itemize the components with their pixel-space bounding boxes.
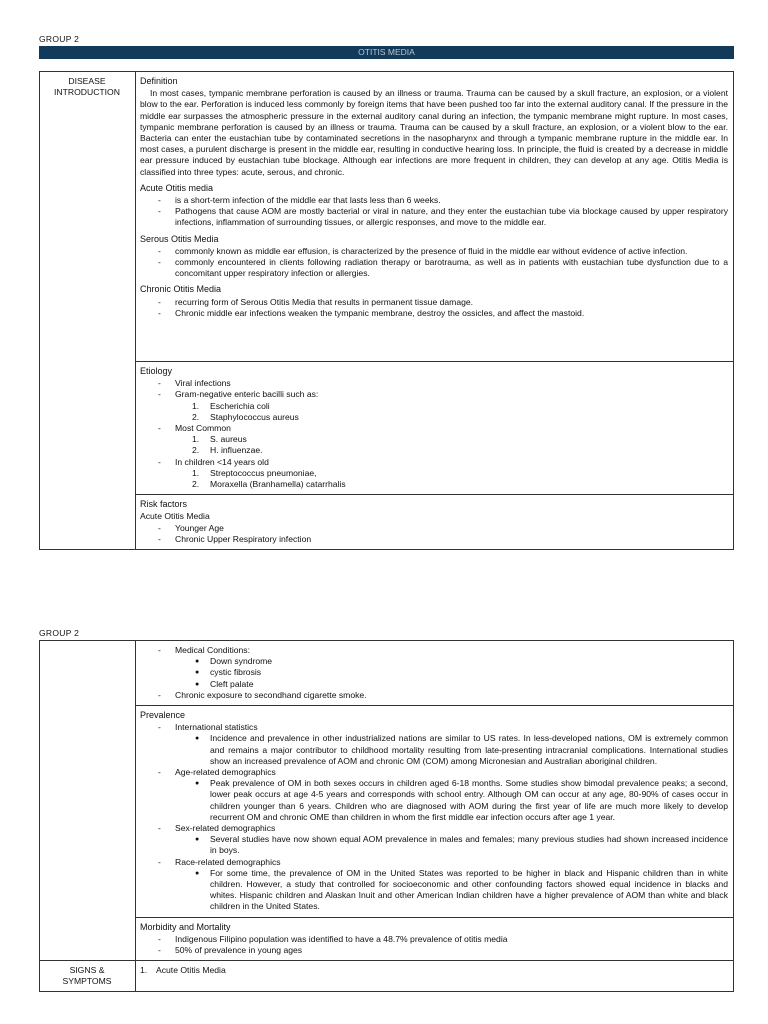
list-item: - Chronic Upper Respiratory infection	[140, 534, 728, 545]
medical-conditions-cell	[136, 641, 734, 706]
prevalence-cell	[136, 706, 734, 918]
list-item: - Pathogens that cause AOM are mostly bacterial or viral in nature, and they enter the eustachian tube via blockage caused by upper respiratory infections, inflammation of surrounding tissues, or allergic responses, and move to the middle ear.	[140, 206, 728, 228]
list-item: ● Down syndrome	[175, 656, 728, 667]
list-item: 1. Acute Otitis Media	[140, 965, 226, 976]
list-item: - Younger Age	[140, 523, 728, 534]
list-item: - In children <14 years old	[140, 457, 728, 468]
morbidity-heading: Morbidity and Mortality	[140, 921, 231, 932]
list-item: - commonly encountered in clients following radiation therapy or barotrauma, as well as in patients with eustachian tube dysfunction due to a concomitant upper respiratory infection or allergies.	[140, 257, 728, 279]
list-item: - Sex-related demographics	[140, 823, 728, 834]
risk-factors-heading: Risk factors	[140, 499, 188, 510]
list-item: - is a short-term infection of the middle ear that lasts less than 6 weeks.	[140, 195, 728, 206]
acute-heading: Acute Otitis media	[140, 182, 214, 193]
definition-cell	[136, 72, 734, 362]
etiology-heading: Etiology	[140, 366, 173, 376]
prevalence-heading: Prevalence	[140, 710, 186, 721]
list-item: - Indigenous Filipino population was identified to have a 48.7% prevalence of otitis media	[140, 934, 728, 945]
etiology-cell	[136, 362, 734, 495]
list-item: 2. Staphylococcus aureus	[192, 411, 299, 422]
list-item: - Chronic middle ear infections weaken the tympanic membrane, destroy the ossicles, and affect the mastoid.	[140, 308, 728, 319]
signs-symptoms-label: SIGNS & SYMPTOMS	[40, 961, 136, 992]
definition-heading: Definition	[140, 76, 178, 86]
list-item: - Gram-negative enteric bacilli such as:	[140, 389, 728, 400]
morbidity-cell	[136, 917, 734, 961]
list-item: - Race-related demographics	[140, 857, 728, 868]
list-item: 1. Escherichia coli	[192, 400, 270, 411]
list-item: - Medical Conditions:	[140, 645, 728, 656]
list-item: - commonly known as middle ear effusion, is characterized by the presence of fluid in the middle ear without evidence of active infection.	[140, 246, 728, 257]
list-item: - Age-related demographics	[140, 767, 728, 778]
list-item: - recurring form of Serous Otitis Media that results in permanent tissue damage.	[140, 297, 728, 308]
list-item: 2. Moraxella (Branhamella) catarrhalis	[192, 479, 346, 490]
list-item: 2. H. influenzae.	[192, 445, 263, 456]
list-item: ● cystic fibrosis	[175, 667, 728, 678]
list-item: - 50% of prevalence in young ages	[140, 945, 728, 956]
signs-cell	[136, 961, 734, 992]
chronic-heading: Chronic Otitis Media	[140, 284, 222, 295]
list-item: 1. Streptococcus pneumoniae,	[192, 467, 317, 478]
risk-subheading: Acute Otitis Media	[140, 511, 210, 522]
continued-table	[39, 640, 734, 992]
list-item: ● Incidence and prevalence in other industrialized nations are similar to US rates. In less-developed nations, OM is extremely common and remains a major contributor to childhood mortality resulting from late-presenting intracranial complications. International studies show an increased prevalence of AOM and chronic OM (COM) among Micronesian and Australian aboriginal children.	[175, 733, 728, 767]
group-label: GROUP 2	[39, 34, 80, 44]
list-item: ● Cleft palate	[175, 679, 728, 690]
list-item: - Chronic exposure to secondhand cigarette smoke.	[140, 690, 728, 701]
list-item: - International statistics	[140, 722, 728, 733]
list-item: - Most Common	[140, 423, 728, 434]
risk-factors-cell	[136, 495, 734, 550]
list-item: - Viral infections	[140, 378, 728, 389]
blank-label-cell	[40, 641, 136, 961]
group-label: GROUP 2	[39, 628, 80, 638]
disease-introduction-label: DISEASE INTRODUCTION	[40, 72, 136, 550]
definition-text: In most cases, tympanic membrane perforation is caused by an illness or trauma. Trauma can be caused by a skull fracture, an explosion, or a violent blow to the ear. Perforation is induced less commonly by foreign items that have been pushed too far into the external auditory canal. If the pressure in the middle ear surpasses the atmospheric pressure in the external auditory canal during an infection, the tympanic membrane might rupture. In most cases, tympanic membrane perforation is caused by an illness or trauma. Trauma can be caused by a skull fracture, an explosion, or a violent blow to the ear. Bacteria can enter the eustachian tube by contaminated secretions in the nasopharynx and through a tympanic membrane rupture in the middle ear. In most cases, a purulent discharge is present in the middle ear, resulting in conductive hearing loss. In principle, the fluid is created by a decrease in middle ear pressure induced by eustachian tube blockage. Although ear infections are more frequent in children, they can develop at any age. Otitis Media is classified into three types: acute, serous, and chronic.	[140, 88, 728, 177]
disease-table	[39, 71, 734, 550]
title-banner: OTITIS MEDIA	[39, 46, 734, 59]
serous-heading: Serous Otitis Media	[140, 233, 219, 244]
list-item: ● Peak prevalence of OM in both sexes occurs in children aged 6-18 months. Some studies show bimodal prevalence peaks; a second, lower peak occurs at age 4-5 years and corresponds with school entry. Although OM can occur at any age, 80-90% of cases occur in children younger than 6 years. Children who are diagnosed with AOM during the first year of life are much more likely to develop recurrent OM and chronic OME than children in whom the first middle ear infection occurs after age 1 year.	[175, 778, 728, 823]
list-item: ● For some time, the prevalence of OM in the United States was reported to be higher in black and Hispanic children than in white children. However, a study that controlled for socioeconomic and other confounding factors showed equal incidence in blacks and whites. Hispanic children and Alaskan Inuit and other American Indian children have a higher prevalence of AOM than white and black children in the United States.	[175, 868, 728, 913]
list-item: ● Several studies have now shown equal AOM prevalence in males and females; many previous studies had shown increased incidence in boys.	[175, 834, 728, 856]
list-item: 1. S. aureus	[192, 434, 247, 445]
